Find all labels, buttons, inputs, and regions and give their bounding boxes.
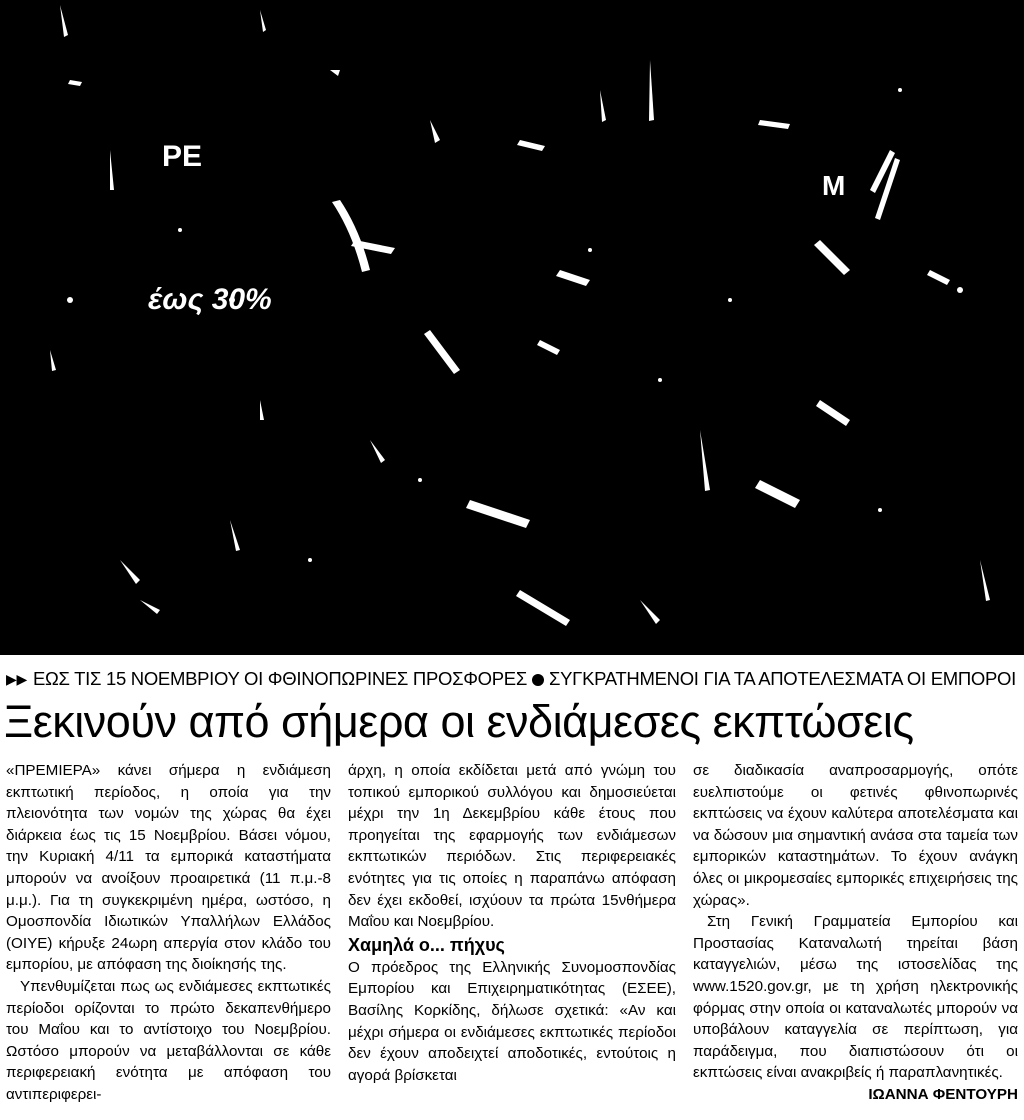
photo-sign-text: M [822, 170, 846, 201]
column-2 [348, 760, 676, 1086]
bullet-icon [532, 674, 544, 686]
column-1 [6, 760, 331, 1106]
kicker-right: ΣΥΓΚΡΑΤΗΜΕΝΟΙ ΓΙΑ ΤΑ ΑΠΟΤΕΛΕΣΜΑΤΑ ΟΙ ΕΜΠΟΡΟΙ [549, 668, 1016, 689]
paragraph: «ΠΡΕΜΙΕΡΑ» κάνει σήμερα η ενδιάμεση εκπτωτική περίοδος, η οποία για την πλειονότητα των νομών της χώρας θα έχει διάρκεια έως τις 15 Νοεμβρίου. Βάσει νόμου, την Κυριακή 4/11 τα εμπορικά καταστήματα μπορούν να ανοίξουν προαιρετικά (11 π.μ.-8 μ.μ.). Για τη συγκεκριμένη ημέρα, ωστόσο, η Ομοσπονδία Ιδιωτικών Υπαλλήλων Ελλάδος (ΟΙΥΕ) κήρυξε 24ωρη απεργία στον κλάδο του εμπορίου, με απόφαση της διοίκησής της. [6, 762, 331, 974]
photo-sign-text: έως 30% [148, 283, 272, 316]
photo-sign-text: PE [162, 140, 203, 173]
double-arrow-icon: ▶▶ [6, 671, 27, 687]
kicker-left: ΕΩΣ ΤΙΣ 15 ΝΟΕΜΒΡΙΟΥ ΟΙ ΦΘΙΝΟΠΩΡΙΝΕΣ ΠΡΟΣΦΟΡΕΣ [32, 668, 527, 689]
paragraph: Στη Γενική Γραμματεία Εμπορίου και Προστασίας Καταναλωτή τηρείται βάση καταγγελιών, μέσω της ιστοσελίδας της www.1520.gov.gr, με τη χρήση ηλεκτρονικής φόρμας στην οποία οι καταναλωτές μπορούν να υποβάλουν καταγγελία σε περίπτωση, για παράδειγμα, που διαπιστώσουν ότι οι εκπτώσεις είναι ανακριβείς ή παραπλανητικές. [693, 913, 1018, 1082]
paragraph: Υπενθυμίζεται πως ως ενδιάμεσες εκπτωτικές περίοδοι ορίζονται το πρώτο δεκαπενθήμερο του Μαΐου και το αντίστοιχο του Νοεμβρίου. Ωστόσο μπορούν να μεταβάλλονται σε κάθε περιφερειακή ενότητα με απόφαση του αντιπεριφερει- [6, 977, 331, 1103]
byline: ΙΩΑΝΝΑ ΦΕΝΤΟΥΡΗ [868, 1085, 1018, 1103]
kicker [6, 664, 1022, 694]
paragraph: σε διαδικασία αναπροσαρμογής, οπότε ευελπιστούμε οι φετινές φθινοπωρινές εκπτώσεις να έχουν καλύτερα αποτελέσματα και να δώσουν μια σημαντική ανάσα στα ταμεία των εμπορικών καταστημάτων. Το έχουν ανάγκη όλες οι μικρομεσαίες εμπορικές επιχειρήσεις της χώρας». [693, 762, 1018, 909]
paragraph: Ο πρόεδρος της Ελληνικής Συνομοσπονδίας Εμπορίου και Επιχειρηματικότητας (ΕΣΕΕ), Βασίλης Κορκίδης, δήλωσε σχετικά: «Αν και μέχρι σήμερα οι ενδιάμεσες εκπτωτικές περίοδοι δεν έχουν αποδειχτεί αποδοτικές, εντούτοις η αγορά βρίσκεται [348, 958, 676, 1084]
headline: Ξεκινούν από σήμερα οι ενδιάμεσες εκπτώσεις [4, 696, 914, 747]
paragraph: άρχη, η οποία εκδίδεται μετά από γνώμη του τοπικού εμπορικού συλλόγου και δημοσιεύεται μέχρι την 1η Δεκεμβρίου κάθε έτους που προηγείται της εφαρμογής των ενδιάμεσων εκπτωτικών περιόδων. Στις περιφερειακές ενότητες για τις οποίες η παραπάνω απόφαση δεν έχει εκδοθεί, ισχύουν τα πρώτα 15νθήμερα Μαΐου και Νοεμβρίου. [348, 762, 676, 931]
column-3 [693, 760, 1018, 1106]
subheading: Χαμηλά ο... πήχυς [348, 934, 505, 955]
